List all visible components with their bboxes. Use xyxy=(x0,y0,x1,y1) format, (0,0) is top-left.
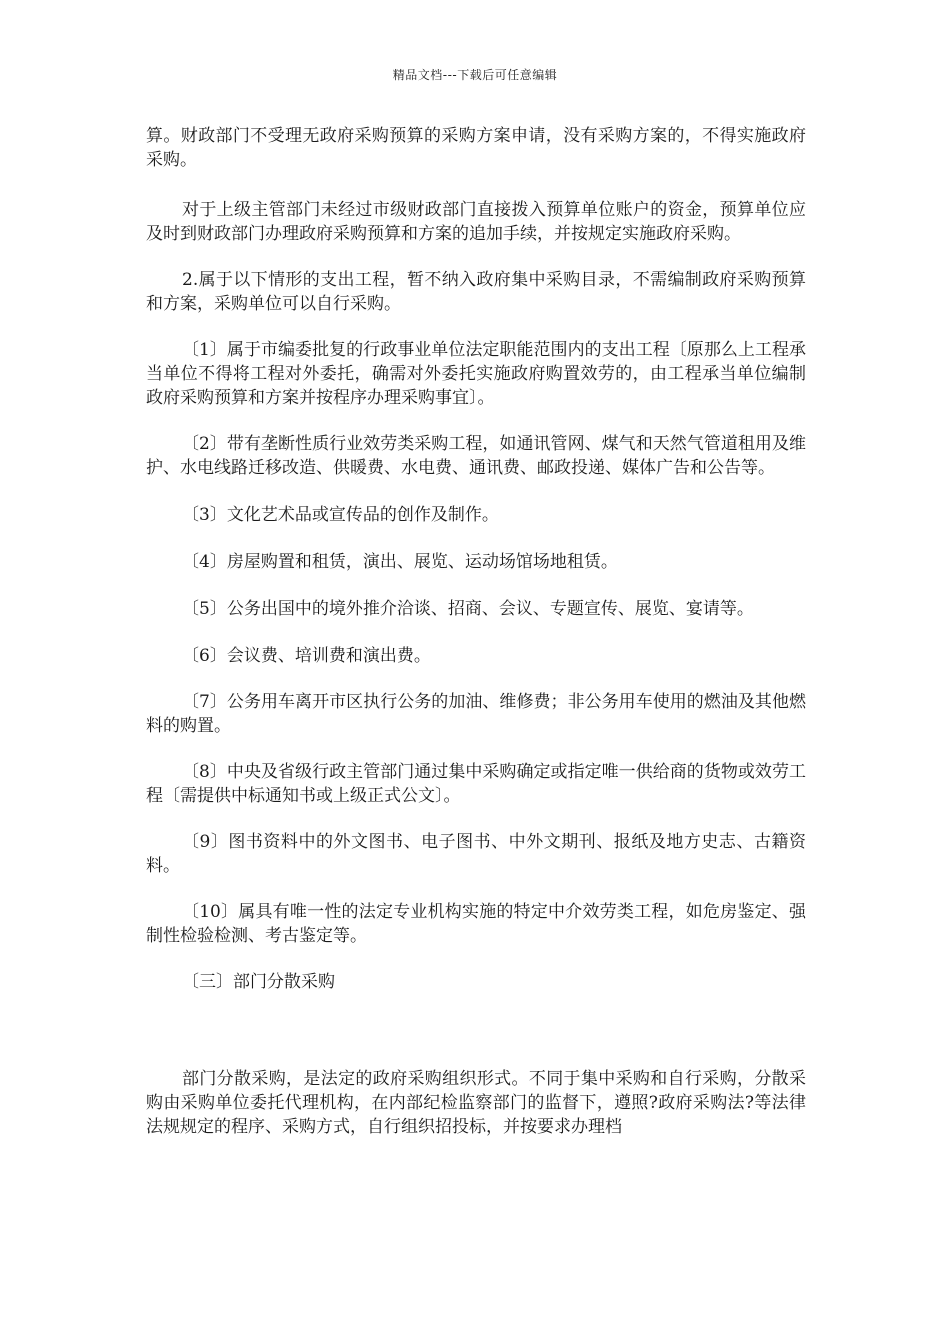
list-item-9: 〔9〕图书资料中的外文图书、电子图书、中外文期刊、报纸及地方史志、古籍资料。 xyxy=(146,832,806,876)
paragraph-continuation: 算。财政部门不受理无政府采购预算的采购方案申请，没有采购方案的，不得实施政府采购。 xyxy=(146,126,806,170)
list-item-2: 〔2〕带有垄断性质行业效劳类采购工程，如通讯管网、煤气和天然气管道租用及维护、水电线路迁移改造、供暖费、水电费、通讯费、邮政投递、媒体广告和公告等。 xyxy=(146,434,806,478)
list-item-4: 〔4〕房屋购置和租赁，演出、展览、运动场馆场地租赁。 xyxy=(182,552,618,572)
list-item-8: 〔8〕中央及省级行政主管部门通过集中采购确定或指定唯一供给商的货物或效劳工程〔需提供中标通知书或上级正式公文〕。 xyxy=(146,762,806,806)
paragraph: 部门分散采购，是法定的政府采购组织形式。不同于集中采购和自行采购，分散采购由采购单位委托代理机构，在内部纪检监察部门的监督下，遵照?政府采购法?等法律法规规定的程序、采购方式，自行组织招投标，并按要求办理档 xyxy=(146,1069,806,1137)
list-item-10: 〔10〕属具有唯一性的法定专业机构实施的特定中介效劳类工程，如危房鉴定、强制性检验检测、考古鉴定等。 xyxy=(146,902,806,946)
list-item-1: 〔1〕属于市编委批复的行政事业单位法定职能范围内的支出工程〔原那么上工程承当单位不得将工程对外委托，确需对外委托实施政府购置效劳的，由工程承当单位编制政府采购预算和方案并按程序办理采购事宜〕。 xyxy=(146,340,806,408)
list-item-7: 〔7〕公务用车离开市区执行公务的加油、维修费；非公务用车使用的燃油及其他燃料的购置。 xyxy=(146,692,806,736)
page-header: 精品文档---下载后可任意编辑 xyxy=(392,68,558,82)
list-item-6: 〔6〕会议费、培训费和演出费。 xyxy=(182,646,431,666)
paragraph-item-2: 2.属于以下情形的支出工程，暂不纳入政府集中采购目录，不需编制政府采购预算和方案，采购单位可以自行采购。 xyxy=(146,270,806,314)
section-heading: 〔三〕部门分散采购 xyxy=(182,972,335,992)
document-body xyxy=(146,124,806,1139)
list-item-3: 〔3〕文化艺术品或宣传品的创作及制作。 xyxy=(182,505,499,525)
list-item-5: 〔5〕公务出国中的境外推介洽谈、招商、会议、专题宣传、展览、宴请等。 xyxy=(182,599,754,619)
paragraph: 对于上级主管部门未经过市级财政部门直接拨入预算单位账户的资金，预算单位应及时到财政部门办理政府采购预算和方案的追加手续，并按规定实施政府采购。 xyxy=(146,200,806,244)
